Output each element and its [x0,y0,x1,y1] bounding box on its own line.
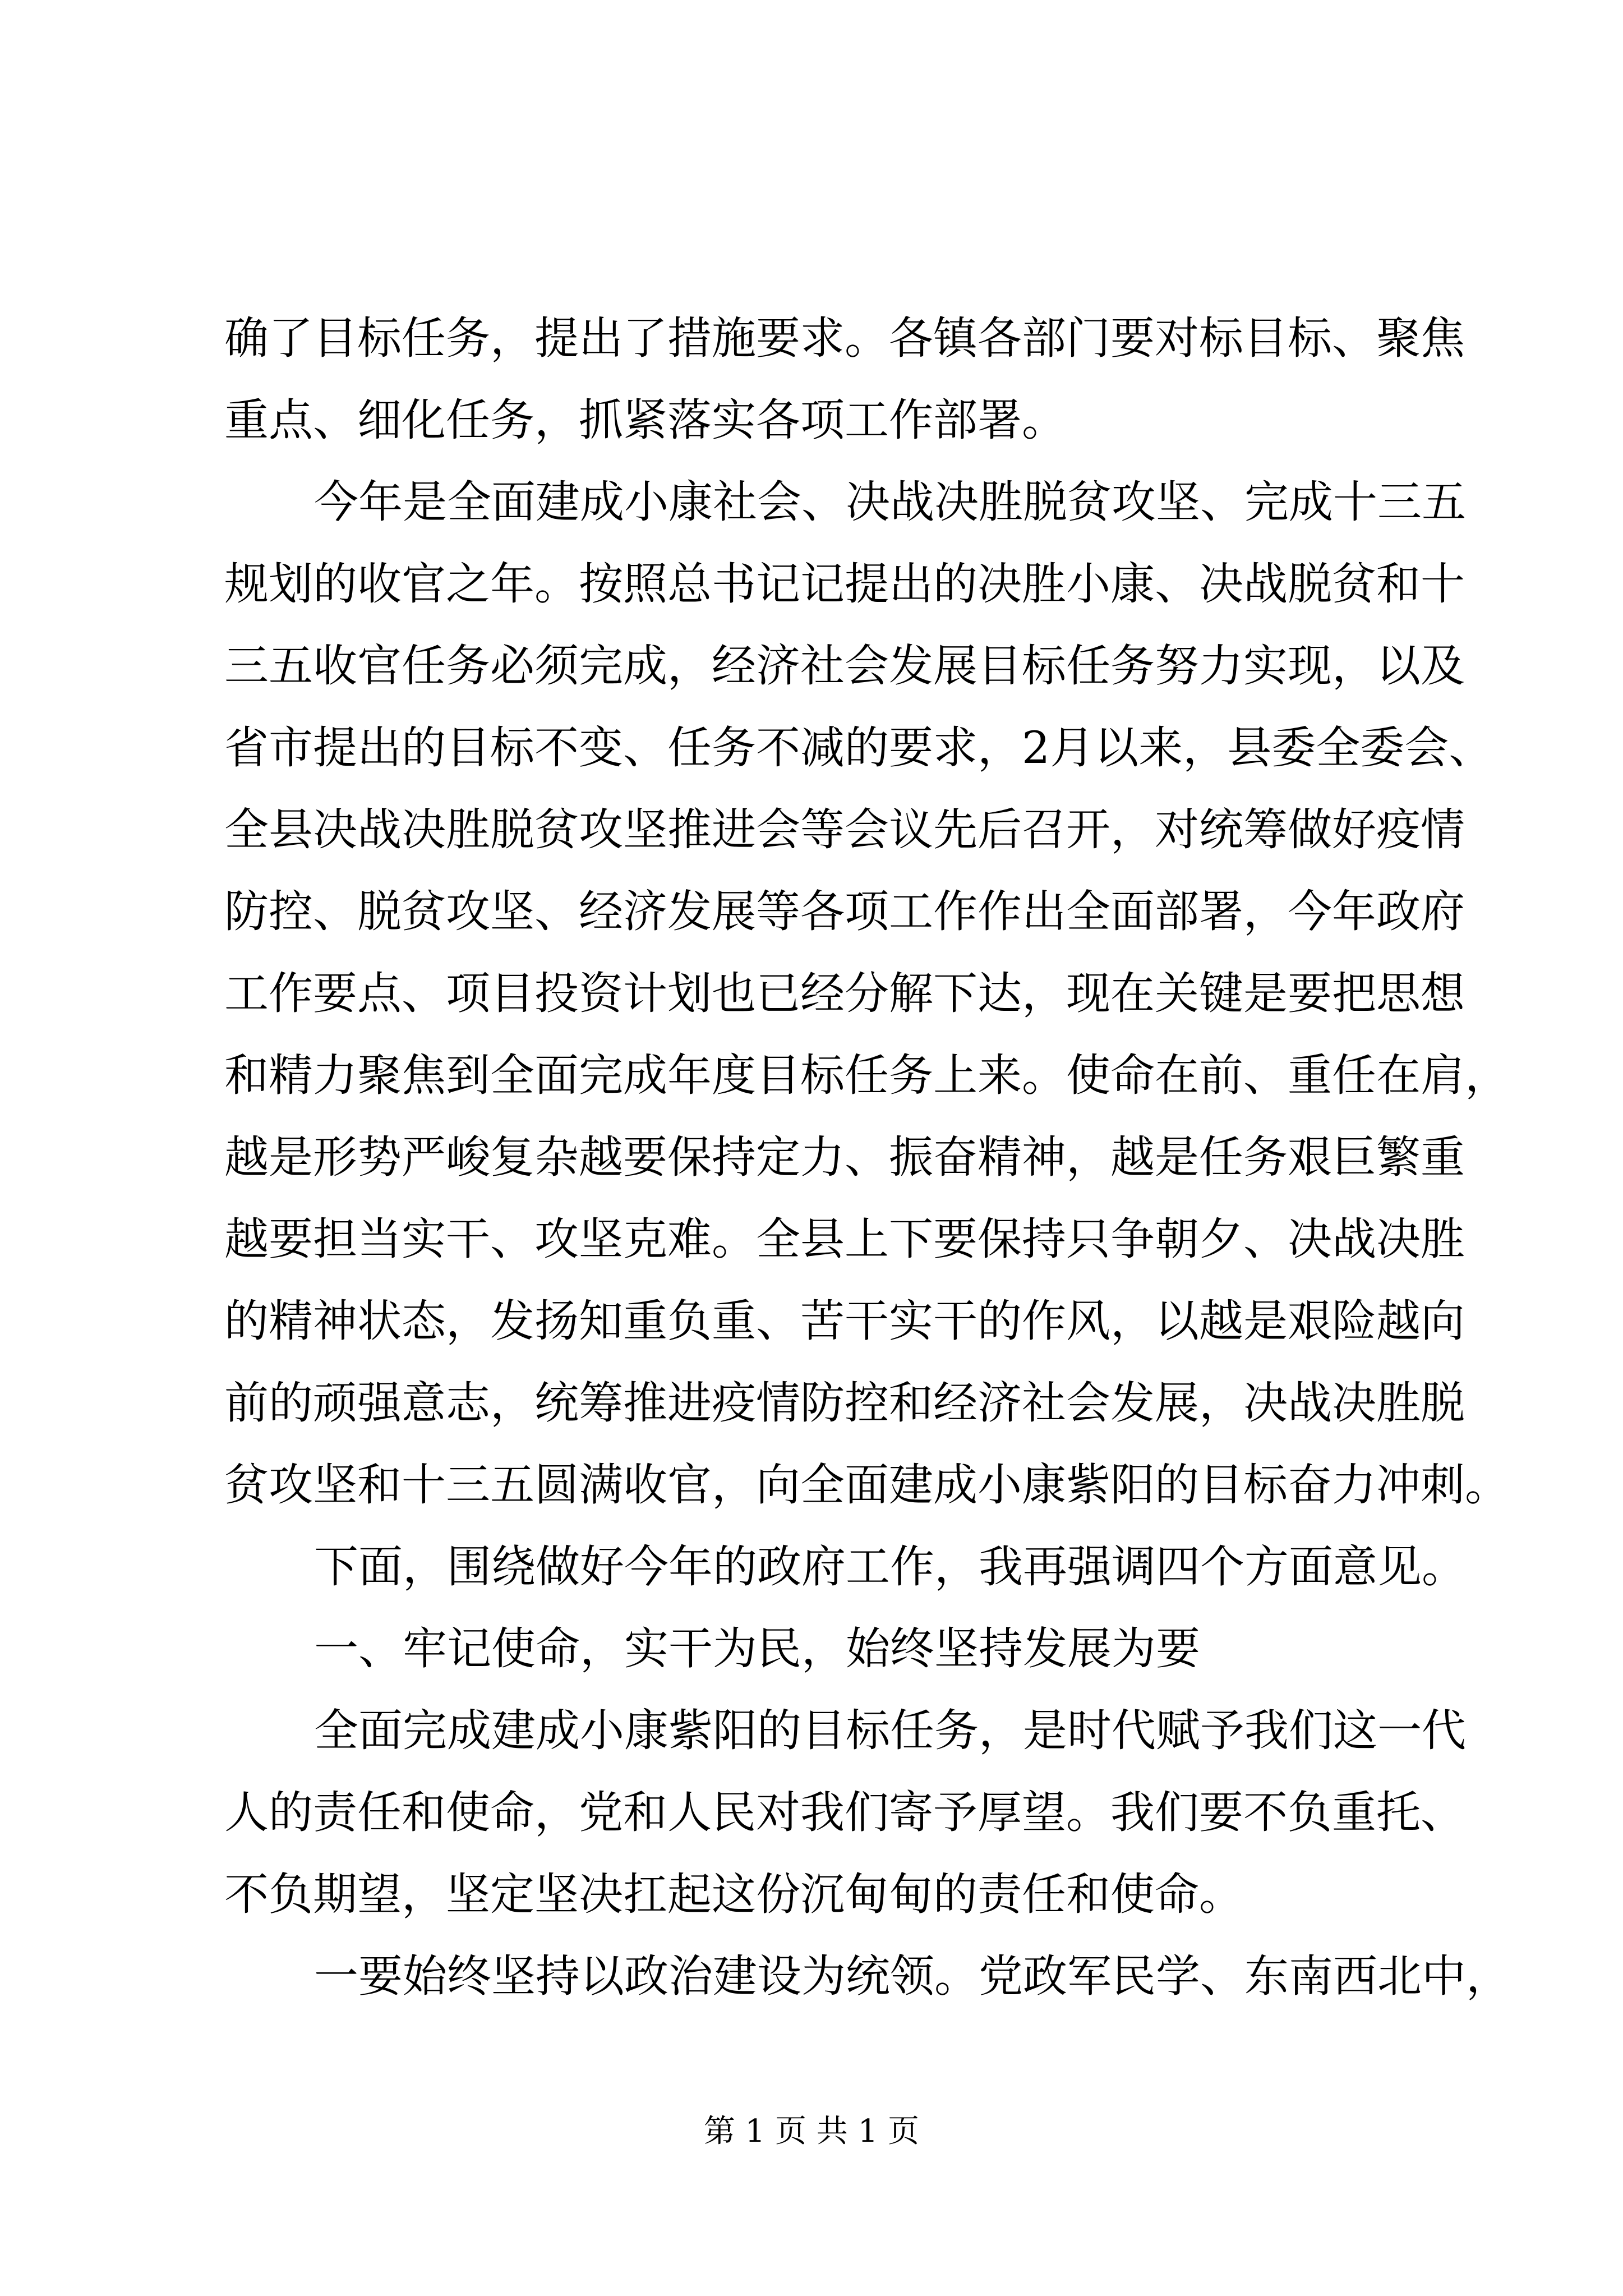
text-line: 贫攻坚和十三五圆满收官，向全面建成小康紫阳的目标奋力冲刺。 [224,1459,1509,1511]
text-line: 全面完成建成小康紫阳的目标任务，是时代赋予我们这一代 [314,1705,1466,1756]
text-line: 规划的收官之年。按照总书记记提出的决胜小康、决战脱贫和十 [224,558,1465,610]
text-line: 工作要点、项目投资计划也已经分解下达，现在关键是要把思想 [224,968,1465,1019]
text-line: 今年是全面建成小康社会、决战决胜脱贫攻坚、完成十三五 [314,476,1466,528]
text-line: 和精力聚焦到全面完成年度目标任务上来。使命在前、重任在肩， [224,1050,1509,1101]
text-line: 不负期望，坚定坚决扛起这份沉甸甸的责任和使命。 [224,1869,1243,1920]
text-line: 一要始终坚持以政治建设为统领。党政军民学、东南西北中， [314,1950,1510,2002]
text-line: 全县决战决胜脱贫攻坚推进会等会议先后召开，对统筹做好疫情 [224,804,1465,855]
text-line: 前的顽强意志，统筹推进疫情防控和经济社会发展，决战决胜脱 [224,1377,1465,1429]
text-line: 三五收官任务必须完成，经济社会发展目标任务努力实现，以及 [224,640,1465,692]
text-line: 人的责任和使命，党和人民对我们寄予厚望。我们要不负重托、 [224,1787,1465,1838]
text-line: 省市提出的目标不变、任务不减的要求，2月以来，县委全委会、 [224,722,1493,774]
text-line: 的精神状态，发扬知重负重、苦干实干的作风，以越是艰险越向 [224,1295,1465,1347]
page-footer: 第 1 页 共 1 页 [703,2113,920,2150]
section-heading: 一、牢记使命，实干为民，始终坚持发展为要 [314,1623,1200,1674]
text-line: 重点、细化任务，抓紧落实各项工作部署。 [224,394,1066,446]
text-line: 越是形势严峻复杂越要保持定力、振奋精神，越是任务艰巨繁重 [224,1131,1465,1183]
text-line: 确了目标任务，提出了措施要求。各镇各部门要对标目标、聚焦 [224,312,1465,364]
text-line: 下面，围绕做好今年的政府工作，我再强调四个方面意见。 [314,1541,1466,1593]
document-body [224,297,1510,2017]
text-line: 越要担当实干、攻坚克难。全县上下要保持只争朝夕、决战决胜 [224,1213,1465,1265]
text-line: 防控、脱贫攻坚、经济发展等各项工作作出全面部署，今年政府 [224,886,1465,937]
